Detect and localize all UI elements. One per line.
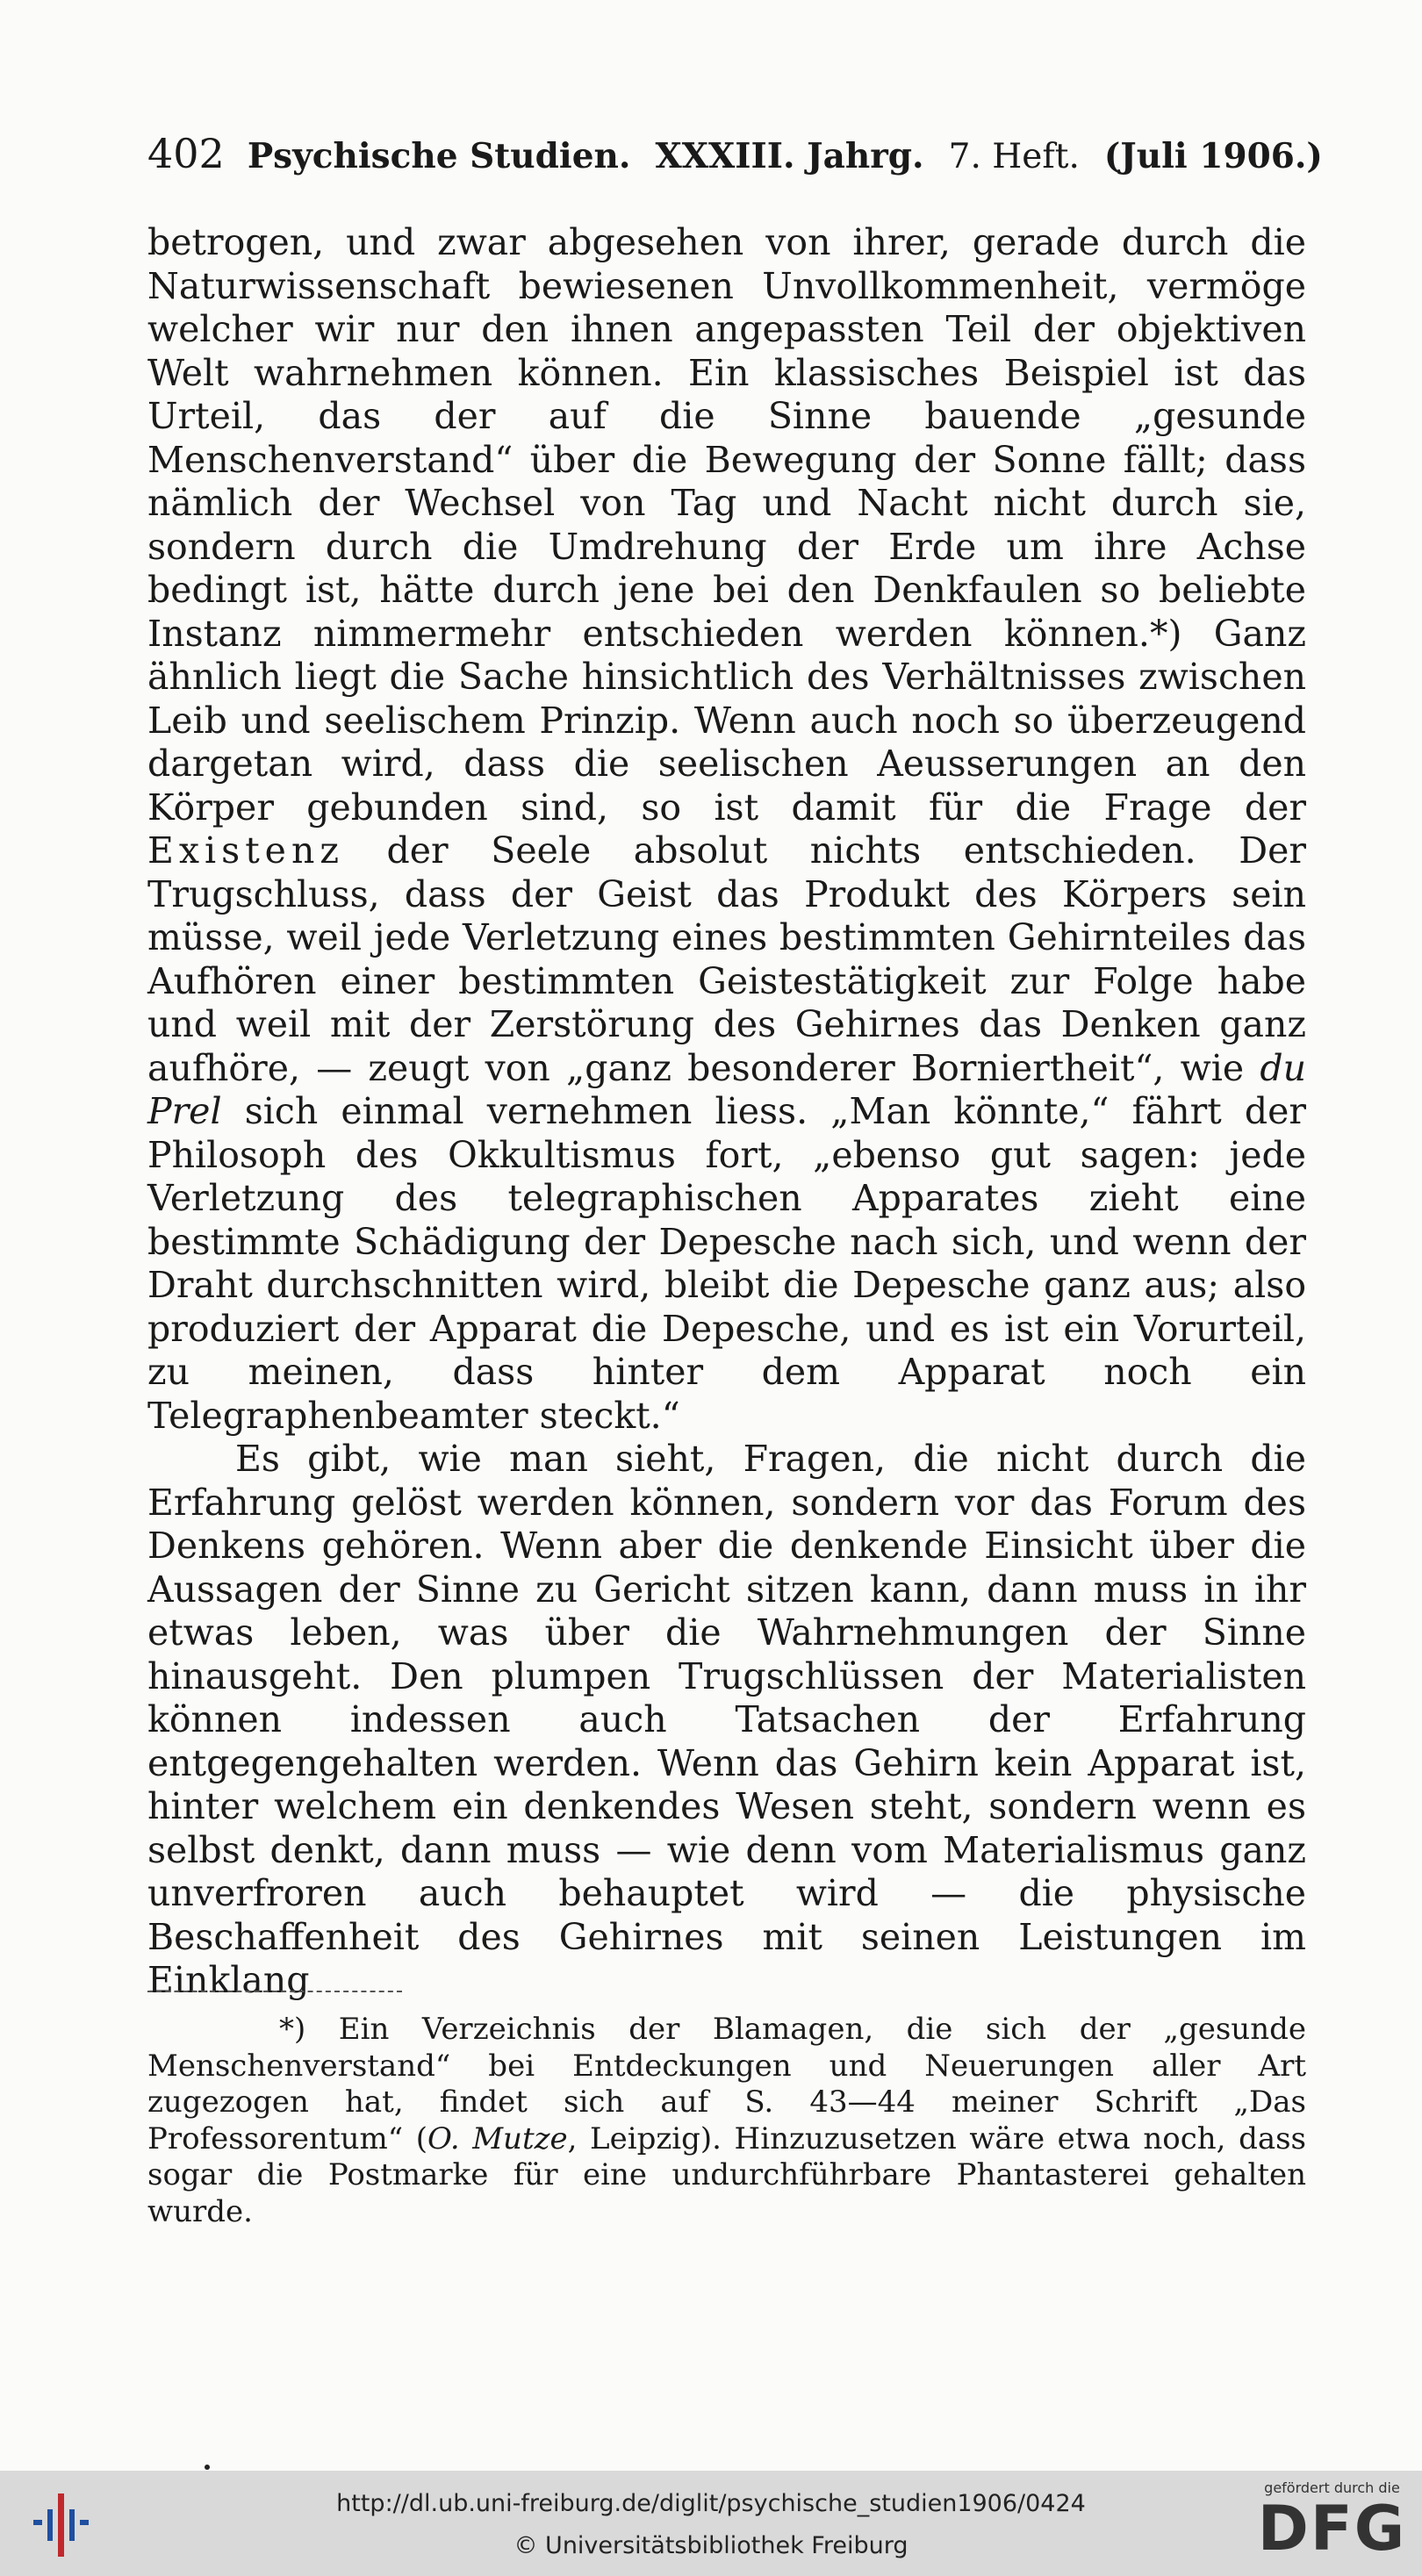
footnote-text <box>147 2012 1306 2230</box>
journal-title: Psychische Studien. <box>247 136 631 176</box>
volume-year: XXXIII. Jahrg. <box>655 136 924 176</box>
copyright-notice: © Universitätsbibliothek Freiburg <box>514 2532 908 2559</box>
publisher-name: O. Mutze <box>427 2120 568 2156</box>
footnote-part-a: *) Ein Verzeichnis der Blamagen, die sich der „gesunde Menschenverstand“ bei Entdeckungen und Neuerungen aller Art zugezogen hat, findet sich auf S. 43—44 meiner Schrift „Das Professorentum“ ( <box>147 2012 1306 2156</box>
issue-date: (Juli 1906.) <box>1103 136 1323 176</box>
dfg-wordmark: DFG <box>1257 2493 1407 2565</box>
dfg-logo[interactable] <box>1255 2479 1409 2571</box>
dfg-funding-note: gefördert durch die <box>1264 2479 1400 2496</box>
page-url-link[interactable]: http://dl.ub.uni-freiburg.de/diglit/psychische_studien1906/0424 <box>336 2490 1086 2517</box>
digital-library-footer <box>0 2471 1422 2576</box>
paragraph-1-part-a: betrogen, und zwar abgesehen von ihrer, gerade durch die Naturwissenschaft bewiesenen Unvollkommenheit, vermöge welcher wir nur den ihnen angepassten Teil der objektiven Welt wahrnehmen können. Ein klassisches Beispiel ist das Urteil, das der auf die Sinne bauende „gesunde Menschenverstand“ über die Bewegung der Sonne fällt; dass nämlich der Wechsel von Tag und Nacht nicht durch sie, sondern durch die Umdrehung der Erde um ihre Achse bedingt ist, hätte durch jene bei den Denkfaulen so beliebte Instanz nimmermehr entschieden werden können.*) Ganz ähnlich liegt die Sache hinsichtlich des Verhältnisses zwischen Leib und seelischem Prinzip. Wenn auch noch so überzeugend dargetan wird, dass die seelischen Aeusserungen an den Körper gebunden sind, so ist damit für die Frage der <box>147 221 1306 829</box>
spaced-emphasis-word: Existenz <box>147 829 344 872</box>
issue-number: 7. Heft. <box>948 137 1080 176</box>
main-text <box>147 221 1306 2003</box>
footnote-part-b: , Leipzig). Hinzuzusetzen wäre etwa noch, dass sogar die Postmarke für eine undurchführbare Phantasterei gehalten wurde. <box>147 2120 1306 2229</box>
paragraph-1-part-c: sich einmal vernehmen liess. „Man könnte,“ fährt der Philosoph des Okkultismus fort, „ebenso gut sagen: jede Verletzung des telegraphischen Apparates zieht eine bestimmte Schädigung der Depesche nach sich, und wenn der Draht durchschnitten wird, bleibt die Depesche ganz aus; also produziert der Apparat die Depesche, und es ist ein Vorurteil, zu meinen, dass hinter dem Apparat noch ein Telegraphenbeamter steckt.“ <box>147 1090 1306 1437</box>
paragraph-1-part-b: der Seele absolut nichts entschieden. Der Trugschluss, dass der Geist das Produkt des Körpers sein müsse, weil jede Verletzung eines bestimmten Gehirnteiles das Aufhören einer bestimmten Geistestätigkeit zur Folge habe und weil mit der Zerstörung des Gehirnes das Denken ganz aufhöre, — zeugt von „ganz besonderer Borniertheit“, wie <box>147 829 1306 1089</box>
paragraph-1 <box>147 221 1306 1438</box>
footnote <box>147 2012 1306 2230</box>
footnote-separator <box>147 1991 402 1992</box>
page-speck <box>205 2465 210 2470</box>
author-name: du Prel <box>147 1046 1306 1132</box>
paragraph-2: Es gibt, wie man sieht, Fragen, die nicht durch die Erfahrung gelöst werden können, sondern vor das Forum des Denkens gehören. Wenn aber die denkende Einsicht über die Aussagen der Sinne zu Gericht sitzen kann, dann muss in ihr etwas leben, was über die Wahrnehmungen der Sinne hinausgeht. Den plumpen Trugschlüssen der Materialisten können indessen auch Tatsachen der Erfahrung entgegengehalten werden. Wenn das Gehirn kein Apparat ist, hinter welchem ein denkendes Wesen steht, sondern wenn es selbst denkt, dann muss — wie denn vom Materialismus ganz unverfroren auch behauptet wird — die physische Beschaffenheit des Gehirnes mit seinen Leistungen im Einklang <box>147 1438 1306 2001</box>
page-number: 402 <box>147 130 225 177</box>
running-header <box>147 130 1323 183</box>
